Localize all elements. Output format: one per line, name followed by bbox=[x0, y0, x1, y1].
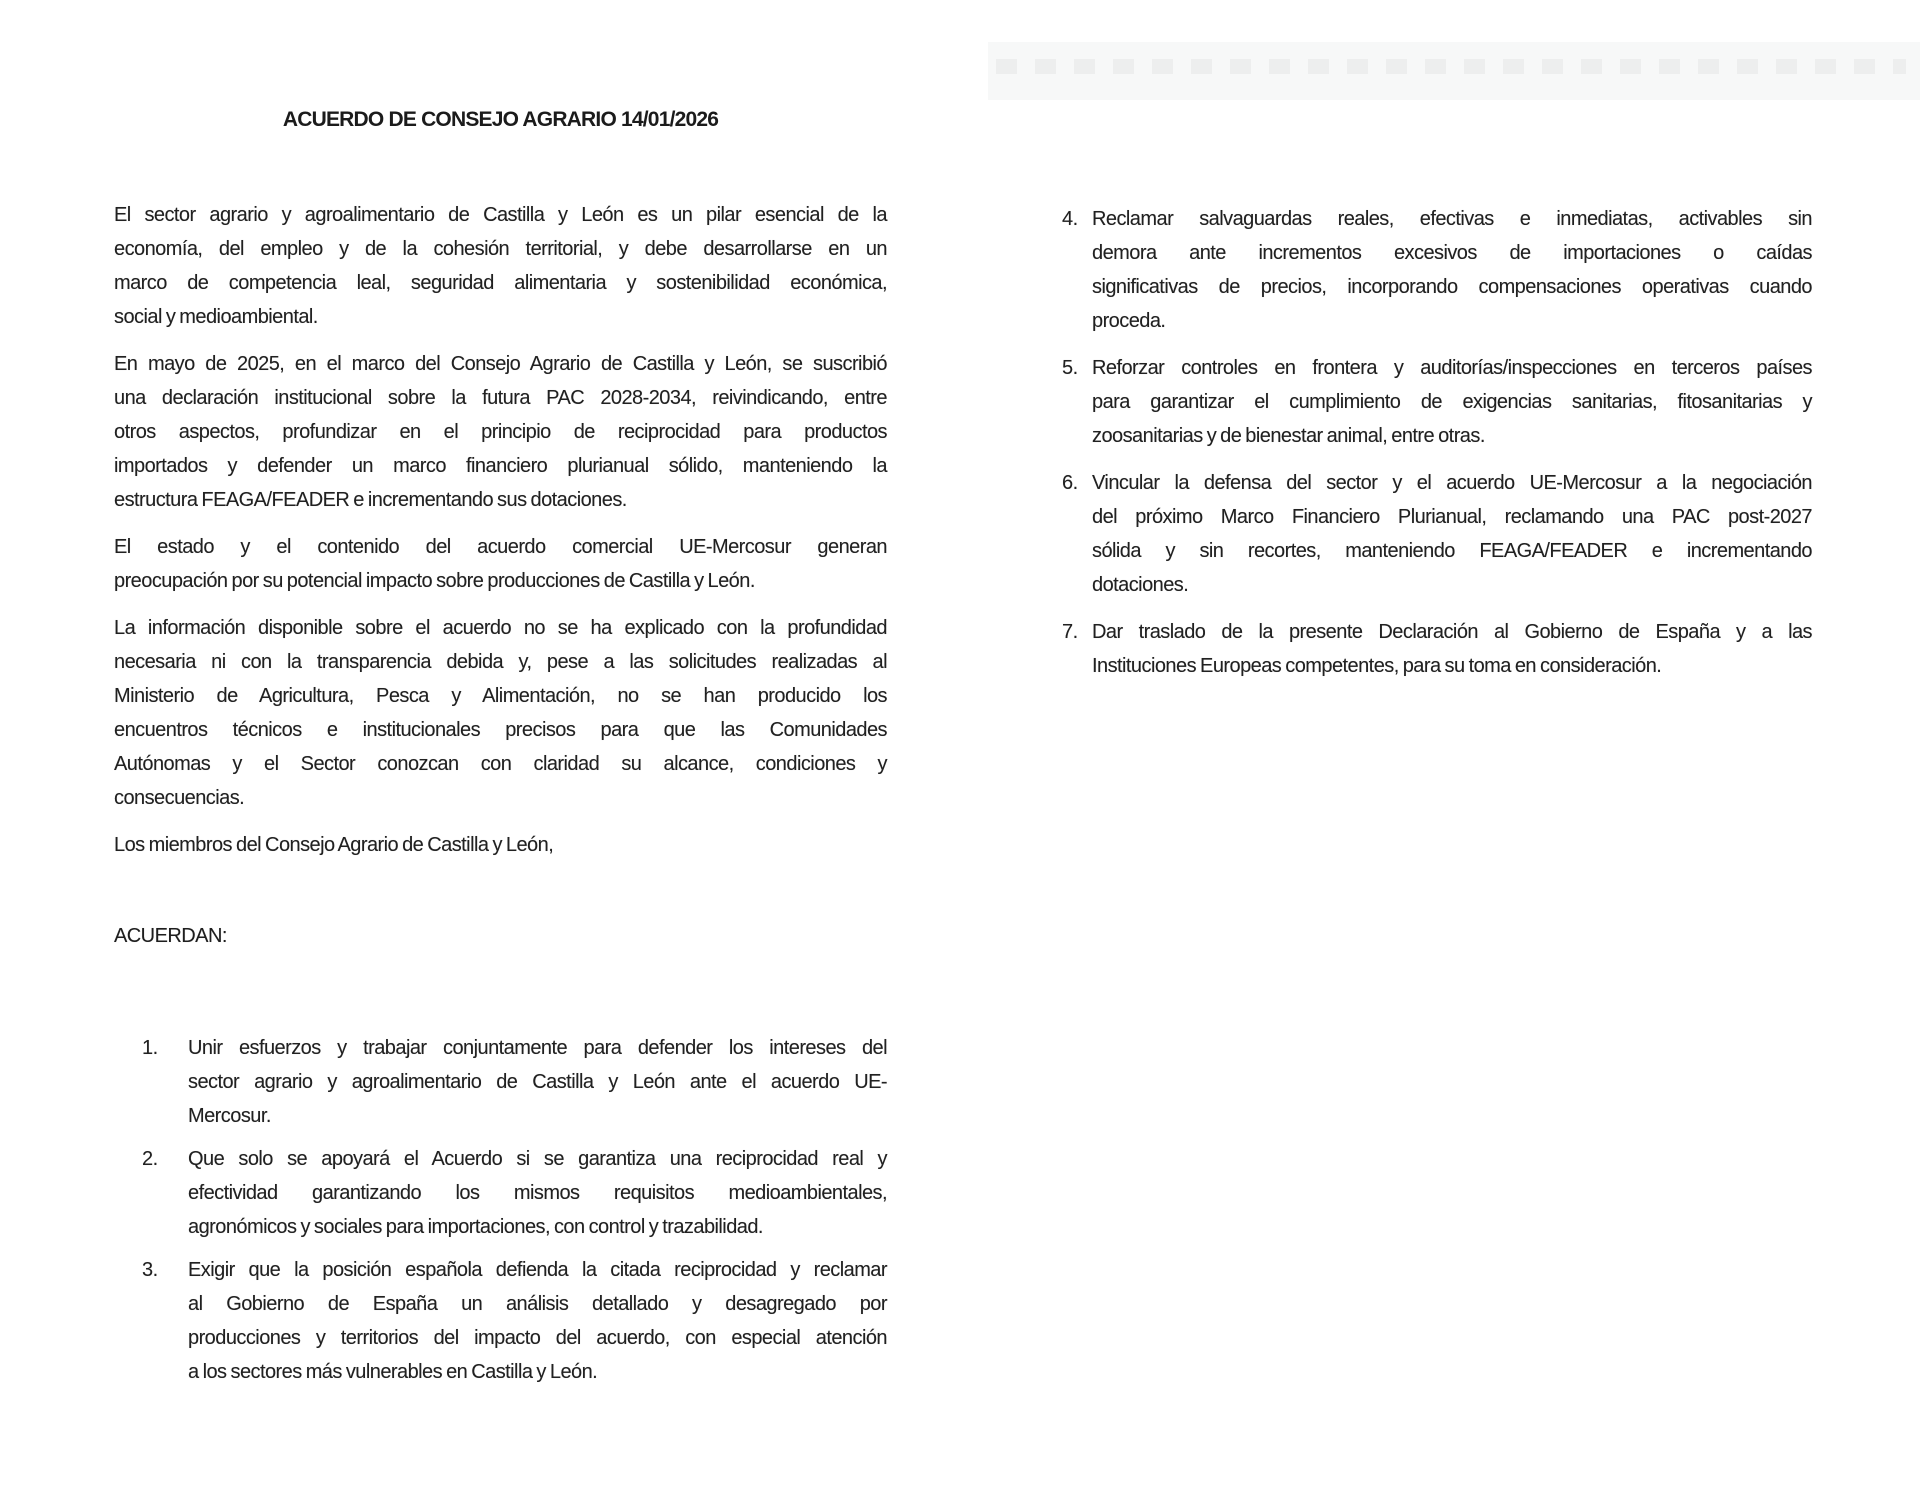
numbered-list-left bbox=[142, 1031, 887, 1389]
text-line: necesaria ni con la transparencia debida y, pese a las solicitudes realizadas al bbox=[114, 651, 887, 673]
numbered-list-item bbox=[1062, 615, 1812, 683]
list-item-body bbox=[188, 1142, 887, 1244]
numbered-list-item bbox=[142, 1031, 887, 1133]
right-column bbox=[1062, 202, 1812, 696]
numbered-list-item bbox=[1062, 202, 1812, 338]
numbered-list-item bbox=[142, 1142, 887, 1244]
paragraph bbox=[114, 347, 887, 517]
numbered-list-right bbox=[1062, 202, 1812, 683]
list-item-number: 3. bbox=[142, 1259, 158, 1281]
list-item-number: 6. bbox=[1062, 472, 1078, 494]
text-line: demora ante incrementos excesivos de importaciones o caídas bbox=[1092, 242, 1812, 264]
list-item-number: 7. bbox=[1062, 621, 1078, 643]
paragraph bbox=[114, 828, 887, 862]
text-line: al Gobierno de España un análisis detallado y desagregado por bbox=[188, 1293, 887, 1315]
list-item-body bbox=[188, 1253, 887, 1389]
text-line: El estado y el contenido del acuerdo comercial UE-Mercosur generan bbox=[114, 536, 887, 558]
paragraph bbox=[114, 611, 887, 815]
text-line: Vincular la defensa del sector y el acuerdo UE-Mercosur a la negociación bbox=[1092, 472, 1812, 494]
list-item-body bbox=[1092, 351, 1812, 453]
left-paragraphs bbox=[114, 198, 887, 862]
text-line: Reclamar salvaguardas reales, efectivas e inmediatas, activables sin bbox=[1092, 208, 1812, 230]
list-item-body bbox=[1092, 615, 1812, 683]
text-line: zoosanitarias y de bienestar animal, entre otras. bbox=[1092, 425, 1485, 447]
text-line: Exigir que la posición española defienda la citada reciprocidad y reclamar bbox=[188, 1259, 887, 1281]
text-line: sólida y sin recortes, manteniendo FEAGA/FEADER e incrementando bbox=[1092, 540, 1812, 562]
paragraph bbox=[114, 198, 887, 334]
document-title: ACUERDO DE CONSEJO AGRARIO 14/01/2026 bbox=[282, 108, 719, 131]
text-line: una declaración institucional sobre la futura PAC 2028-2034, reivindicando, entre bbox=[114, 387, 887, 409]
text-line: del próximo Marco Financiero Plurianual, reclamando una PAC post-2027 bbox=[1092, 506, 1812, 528]
list-item-body bbox=[188, 1031, 887, 1133]
text-line: sector agrario y agroalimentario de Castilla y León ante el acuerdo UE- bbox=[188, 1071, 887, 1093]
acuerdan-heading: ACUERDAN: bbox=[114, 925, 227, 947]
paragraph bbox=[114, 530, 887, 598]
text-line: preocupación por su potencial impacto sobre producciones de Castilla y León. bbox=[114, 570, 755, 592]
numbered-list-item bbox=[1062, 351, 1812, 453]
text-line: importados y defender un marco financiero plurianual sólido, manteniendo la bbox=[114, 455, 887, 477]
list-item-number: 2. bbox=[142, 1148, 158, 1170]
list-item-body bbox=[1092, 202, 1812, 338]
text-line: encuentros técnicos e institucionales precisos para que las Comunidades bbox=[114, 719, 887, 741]
text-line: marco de competencia leal, seguridad alimentaria y sostenibilidad económica, bbox=[114, 272, 887, 294]
text-line: Mercosur. bbox=[188, 1105, 271, 1127]
list-item-number: 5. bbox=[1062, 357, 1078, 379]
text-line: Reforzar controles en frontera y auditorías/inspecciones en terceros países bbox=[1092, 357, 1812, 379]
numbered-list-item bbox=[142, 1253, 887, 1389]
text-line: Instituciones Europeas competentes, para su toma en consideración. bbox=[1092, 655, 1662, 677]
list-item-number: 1. bbox=[142, 1037, 158, 1059]
text-line: para garantizar el cumplimiento de exigencias sanitarias, fitosanitarias y bbox=[1092, 391, 1812, 413]
text-line: Que solo se apoyará el Acuerdo si se garantiza una reciprocidad real y bbox=[188, 1148, 887, 1170]
text-line: La información disponible sobre el acuerdo no se ha explicado con la profundidad bbox=[114, 617, 887, 639]
text-line: Los miembros del Consejo Agrario de Castilla y León, bbox=[114, 834, 554, 856]
text-line: significativas de precios, incorporando compensaciones operativas cuando bbox=[1092, 276, 1812, 298]
list-item-body bbox=[1092, 466, 1812, 602]
text-line: agronómicos y sociales para importaciones, con control y trazabilidad. bbox=[188, 1216, 763, 1238]
numbered-list-item bbox=[1062, 466, 1812, 602]
text-line: proceda. bbox=[1092, 310, 1166, 332]
text-line: economía, del empleo y de la cohesión territorial, y debe desarrollarse en un bbox=[114, 238, 887, 260]
text-line: El sector agrario y agroalimentario de Castilla y León es un pilar esencial de la bbox=[114, 204, 887, 226]
text-line: En mayo de 2025, en el marco del Consejo Agrario de Castilla y León, se suscribió bbox=[114, 353, 887, 375]
left-column bbox=[114, 105, 887, 1398]
text-line: Ministerio de Agricultura, Pesca y Alimentación, no se han producido los bbox=[114, 685, 887, 707]
text-line: otros aspectos, profundizar en el principio de reciprocidad para productos bbox=[114, 421, 887, 443]
text-line: social y medioambiental. bbox=[114, 306, 318, 328]
text-line: Dar traslado de la presente Declaración al Gobierno de España y a las bbox=[1092, 621, 1812, 643]
text-line: consecuencias. bbox=[114, 787, 245, 809]
text-line: Autónomas y el Sector conozcan con claridad su alcance, condiciones y bbox=[114, 753, 887, 775]
text-line: Unir esfuerzos y trabajar conjuntamente para defender los intereses del bbox=[188, 1037, 887, 1059]
text-line: efectividad garantizando los mismos requisitos medioambientales, bbox=[188, 1182, 887, 1204]
list-item-number: 4. bbox=[1062, 208, 1078, 230]
text-line: dotaciones. bbox=[1092, 574, 1189, 596]
text-line: estructura FEAGA/FEADER e incrementando sus dotaciones. bbox=[114, 489, 627, 511]
text-line: a los sectores más vulnerables en Castilla y León. bbox=[188, 1361, 598, 1383]
scan-artifact-band bbox=[988, 42, 1920, 100]
text-line: producciones y territorios del impacto del acuerdo, con especial atención bbox=[188, 1327, 887, 1349]
